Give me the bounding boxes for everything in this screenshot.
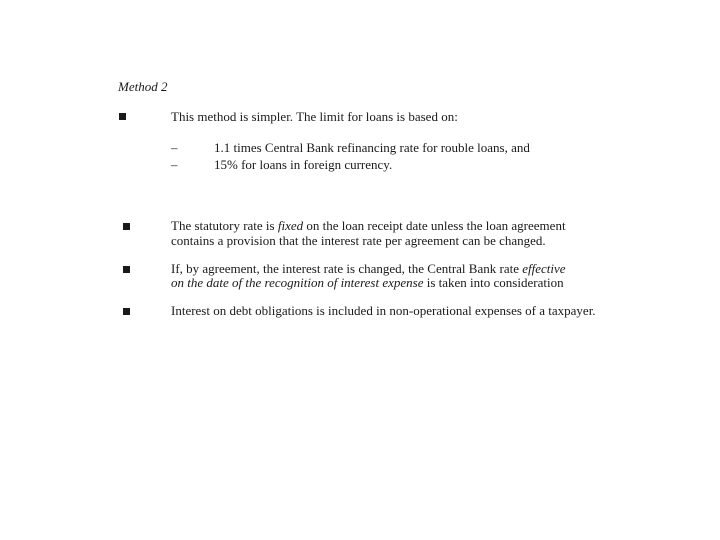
bullet-2-line-1-post: on the loan receipt date unless the loan agreement: [303, 218, 566, 233]
sub-item-1-dash: –: [171, 140, 178, 155]
sub-item-2-dash: –: [171, 157, 178, 172]
bullet-3-line-2-italic: on the date of the recognition of interest expense: [171, 275, 424, 290]
bullet-square-icon: [123, 308, 130, 315]
bullet-2-line-1-italic: fixed: [277, 218, 304, 233]
bullet-2-line-1: [171, 218, 566, 234]
bullet-1-text: This method is simpler. The limit for loans is based on:: [171, 109, 458, 124]
section-heading: Method 2: [118, 79, 168, 94]
bullet-3-line-2: [171, 275, 564, 291]
bullet-4-text: Interest on debt obligations is included in non-operational expenses of a taxpayer.: [171, 303, 596, 318]
bullet-2-line-2: contains a provision that the interest rate per agreement can be changed.: [171, 233, 546, 248]
sub-item-2-text: 15% for loans in foreign currency.: [214, 157, 393, 172]
bullet-square-icon: [123, 223, 130, 230]
bullet-3-line-1-pre: If, by agreement, the interest rate is changed, the Central Bank rate: [171, 261, 523, 276]
sub-item-1-text: 1.1 times Central Bank refinancing rate for rouble loans, and: [214, 140, 530, 155]
bullet-3-line-1-italic: effective: [522, 261, 566, 276]
bullet-square-icon: [119, 113, 126, 120]
bullet-2-line-1-pre: The statutory rate is: [171, 218, 278, 233]
bullet-square-icon: [123, 266, 130, 273]
bullet-3-line-2-post: is taken into consideration: [423, 275, 564, 290]
